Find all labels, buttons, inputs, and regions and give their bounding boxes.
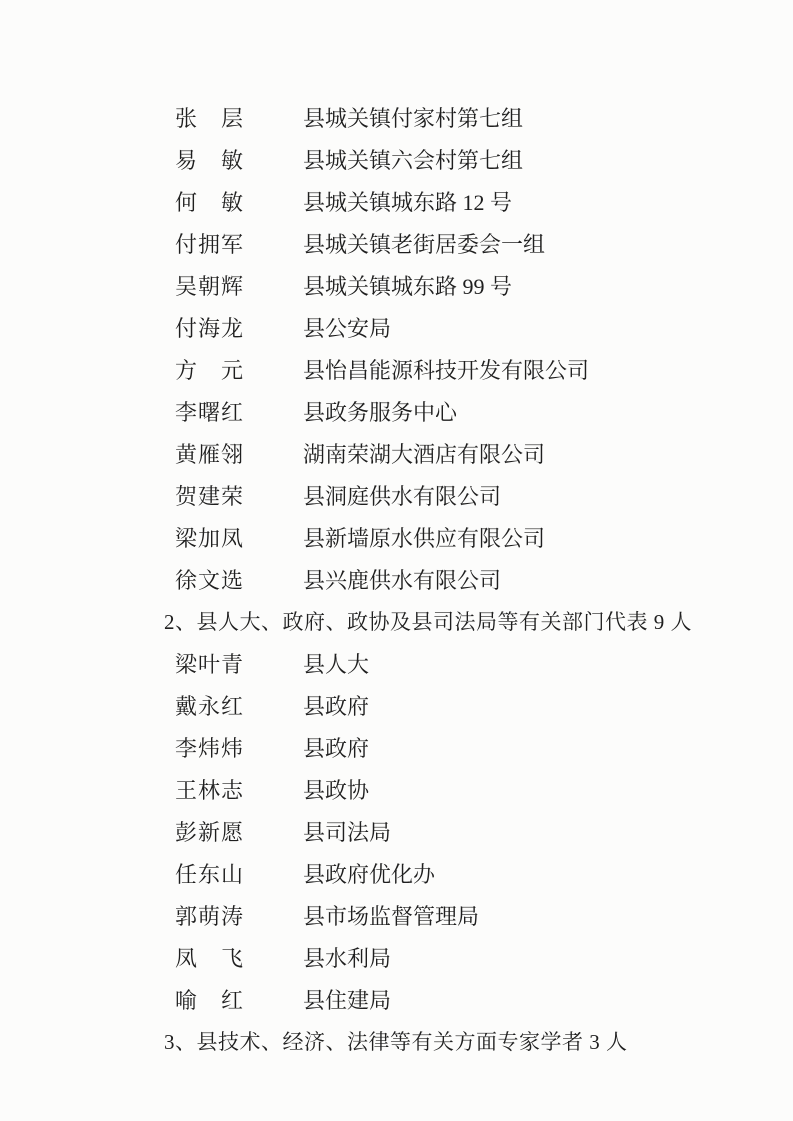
roster-row xyxy=(0,558,793,600)
person-unit: 县水利局 xyxy=(303,945,392,971)
person-name: 易 敏 xyxy=(175,147,245,173)
person-unit: 县城关镇城东路 99 号 xyxy=(303,273,513,299)
roster-row xyxy=(0,474,793,516)
person-unit: 县政府优化办 xyxy=(303,861,436,887)
person-unit: 县城关镇城东路 12 号 xyxy=(303,189,513,215)
roster-row xyxy=(0,936,793,978)
roster-row xyxy=(0,138,793,180)
person-unit: 县城关镇六会村第七组 xyxy=(303,147,524,173)
person-unit: 县政府 xyxy=(303,693,370,719)
person-name: 王林志 xyxy=(175,777,245,803)
person-unit: 县兴鹿供水有限公司 xyxy=(303,567,502,593)
roster-row xyxy=(0,642,793,684)
person-unit: 县城关镇付家村第七组 xyxy=(303,105,524,131)
person-name: 贺建荣 xyxy=(175,483,245,509)
person-unit: 县洞庭供水有限公司 xyxy=(303,483,502,509)
person-name: 付拥军 xyxy=(175,231,245,257)
person-name: 戴永红 xyxy=(175,693,245,719)
person-name: 何 敏 xyxy=(175,189,245,215)
person-name: 李炜炜 xyxy=(175,735,245,761)
person-unit: 县司法局 xyxy=(303,819,392,845)
roster-row xyxy=(0,684,793,726)
person-unit: 县住建局 xyxy=(303,987,392,1013)
roster-row xyxy=(0,390,793,432)
roster-row xyxy=(0,96,793,138)
roster-row xyxy=(0,516,793,558)
person-name: 梁加凤 xyxy=(175,525,245,551)
roster-row xyxy=(0,264,793,306)
section-2-heading: 2、县人大、政府、政协及县司法局等有关部门代表 9 人 xyxy=(164,610,692,634)
person-name: 吴朝辉 xyxy=(175,273,245,299)
person-unit: 县人大 xyxy=(303,651,370,677)
person-name: 喻 红 xyxy=(175,987,245,1013)
person-name: 郭萌涛 xyxy=(175,903,245,929)
person-unit: 县政协 xyxy=(303,777,370,803)
roster-row xyxy=(0,348,793,390)
person-unit: 县怡昌能源科技开发有限公司 xyxy=(303,357,590,383)
roster-row xyxy=(0,768,793,810)
person-unit: 县政府 xyxy=(303,735,370,761)
person-name: 付海龙 xyxy=(175,315,245,341)
person-name: 黄雁翎 xyxy=(175,441,245,467)
person-unit: 县政务服务中心 xyxy=(303,399,458,425)
person-name: 任东山 xyxy=(175,861,245,887)
section-3-heading: 3、县技术、经济、法律等有关方面专家学者 3 人 xyxy=(164,1030,628,1054)
person-unit: 县公安局 xyxy=(303,315,392,341)
person-unit: 县新墙原水供应有限公司 xyxy=(303,525,546,551)
person-name: 凤 飞 xyxy=(175,945,245,971)
person-name: 彭新愿 xyxy=(175,819,245,845)
person-unit: 湖南荣湖大酒店有限公司 xyxy=(303,441,546,467)
person-name: 徐文选 xyxy=(175,567,245,593)
roster-row xyxy=(0,852,793,894)
person-name: 李曙红 xyxy=(175,399,245,425)
person-name: 张 层 xyxy=(175,105,245,131)
person-unit: 县城关镇老街居委会一组 xyxy=(303,231,546,257)
roster-content xyxy=(0,96,793,1062)
roster-row xyxy=(0,894,793,936)
roster-row xyxy=(0,432,793,474)
person-name: 梁叶青 xyxy=(175,651,245,677)
roster-row xyxy=(0,726,793,768)
roster-row xyxy=(0,180,793,222)
roster-row xyxy=(0,978,793,1020)
person-name: 方 元 xyxy=(175,357,245,383)
roster-row xyxy=(0,306,793,348)
person-unit: 县市场监督管理局 xyxy=(303,903,480,929)
roster-row xyxy=(0,810,793,852)
roster-row xyxy=(0,222,793,264)
